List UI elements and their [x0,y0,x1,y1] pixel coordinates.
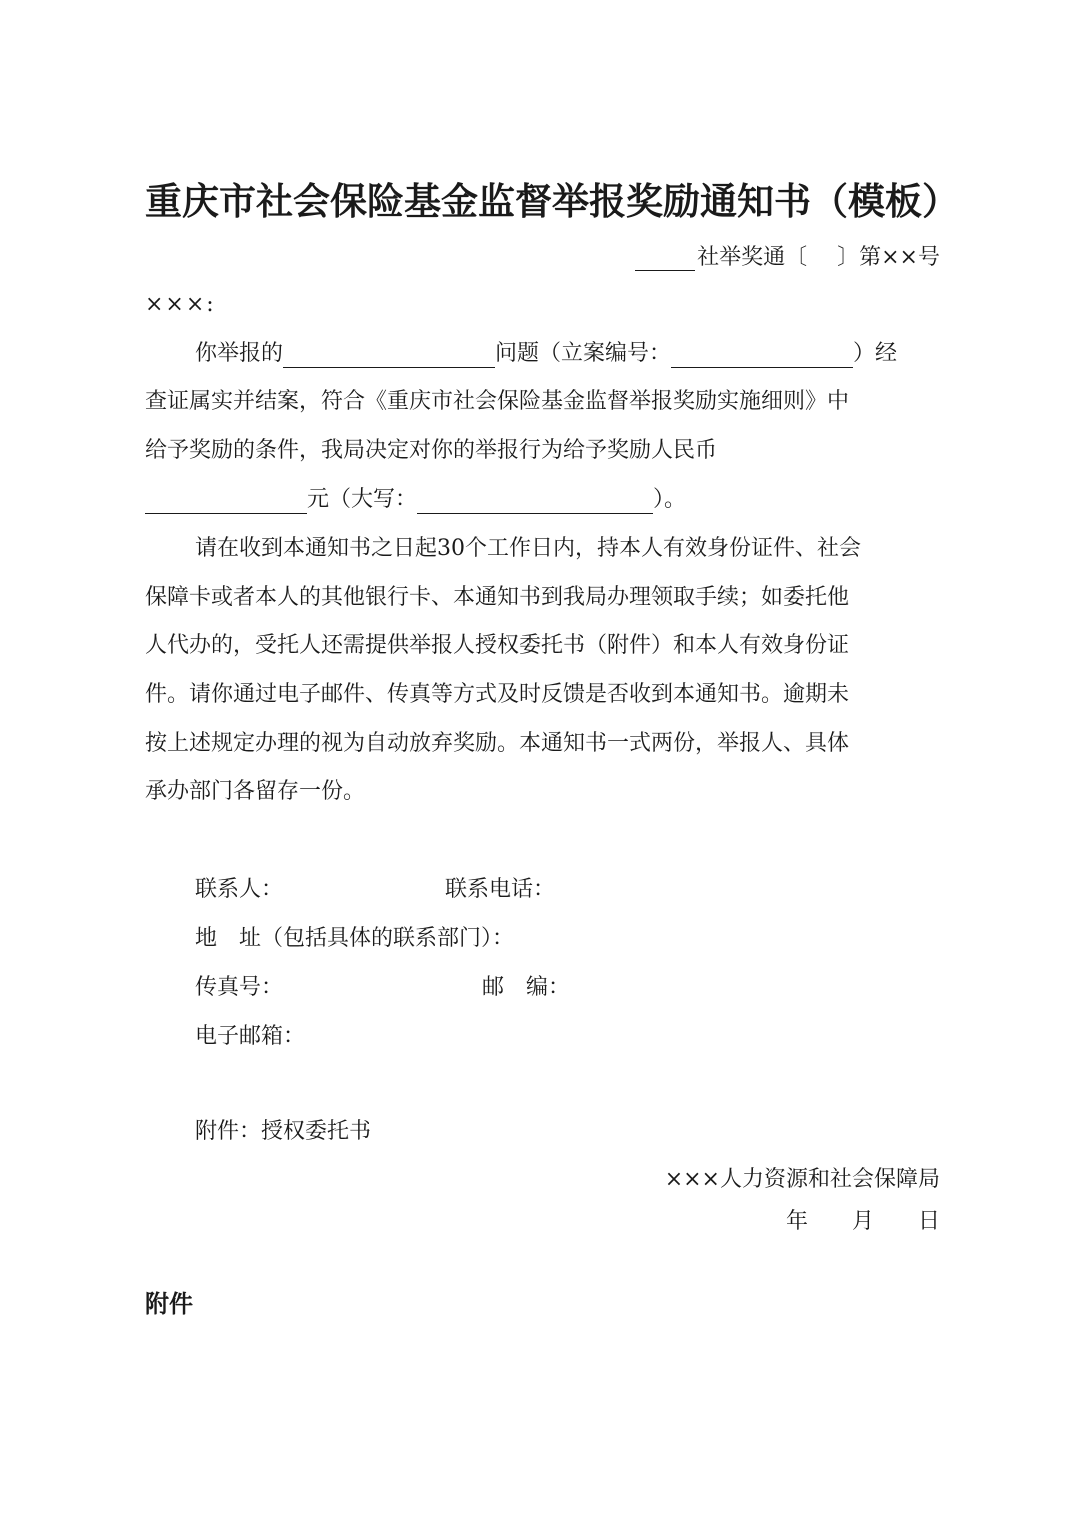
attachment-note: 附件：授权委托书 [195,1119,372,1144]
reported-issue-blank [283,341,495,368]
case-number-blank [671,341,853,368]
paragraph-2-line-3 [145,626,941,666]
paragraph-1-line-3 [145,431,941,471]
paragraph-1-line-1 [195,334,941,374]
p2-text-line-3: 人代办的，受托人还需提供举报人授权委托书（附件）和本人有效身份证 [145,633,850,658]
p2-text-line-5: 按上述规定办理的视为自动放弃奖励。本通知书一式两份，举报人、具体 [145,731,850,756]
issue-date [786,1204,940,1235]
fax-label: 传真号： [195,975,284,1000]
p2-text-line-6: 承办部门各留存一份。 [145,779,366,804]
paragraph-2-line-4 [145,675,941,715]
email-label: 电子邮箱： [195,1024,306,1049]
date-month-label: 月 [851,1209,874,1234]
paragraph-1-line-4 [145,480,941,520]
contact-phone-label: 联系电话： [445,877,556,902]
p1-text-line-2: 查证属实并结案，符合《重庆市社会保险基金监督举报奖励实施细则》中 [145,389,850,414]
paragraph-2-line-6 [145,772,941,812]
document-number [635,240,940,271]
document-title: 重庆市社会保险基金监督举报奖励通知书（模板） [145,179,959,223]
doc-number-blank [635,248,695,271]
doc-number-prefix: 社举奖通〔 [697,245,808,270]
p1-text-line-3: 给予奖励的条件，我局决定对你的举报行为给予奖励人民币 [145,438,718,463]
p2-text-line-2: 保障卡或者本人的其他银行卡、本通知书到我局办理领取手续；如委托他 [145,585,850,610]
doc-number-suffix: 〕第××号 [837,245,940,270]
paragraph-2-line-2 [145,578,941,618]
p1-text-a: 你举报的 [195,341,284,366]
p1-text-b: 问题（立案编号： [495,341,672,366]
p1-text-line-4a: 元（大写： [307,487,418,512]
date-day-label: 日 [917,1209,940,1234]
amount-capital-blank [417,487,653,514]
address-label: 地 址（包括具体的联系部门）： [195,926,515,951]
date-year-label: 年 [785,1209,808,1234]
amount-blank [145,487,307,514]
postcode-label: 邮 编： [482,975,571,1000]
p2-text-line-1: 请在收到本通知书之日起30个工作日内，持本人有效身份证件、社会 [195,536,861,561]
p1-text-line-4b: ）。 [653,487,687,512]
paragraph-2-line-1 [195,529,941,569]
salutation: ×××: [145,292,216,317]
paragraph-2-line-5 [145,724,941,764]
contact-person-label: 联系人： [195,877,284,902]
issuing-authority: ×××人力资源和社会保障局 [664,1167,940,1192]
p2-text-line-4: 件。请你通过电子邮件、传真等方式及时反馈是否收到本通知书。逾期未 [145,682,850,707]
attachment-heading: 附件 [145,1290,193,1318]
paragraph-1-line-2 [145,382,941,422]
p1-text-c: ）经 [853,341,898,366]
